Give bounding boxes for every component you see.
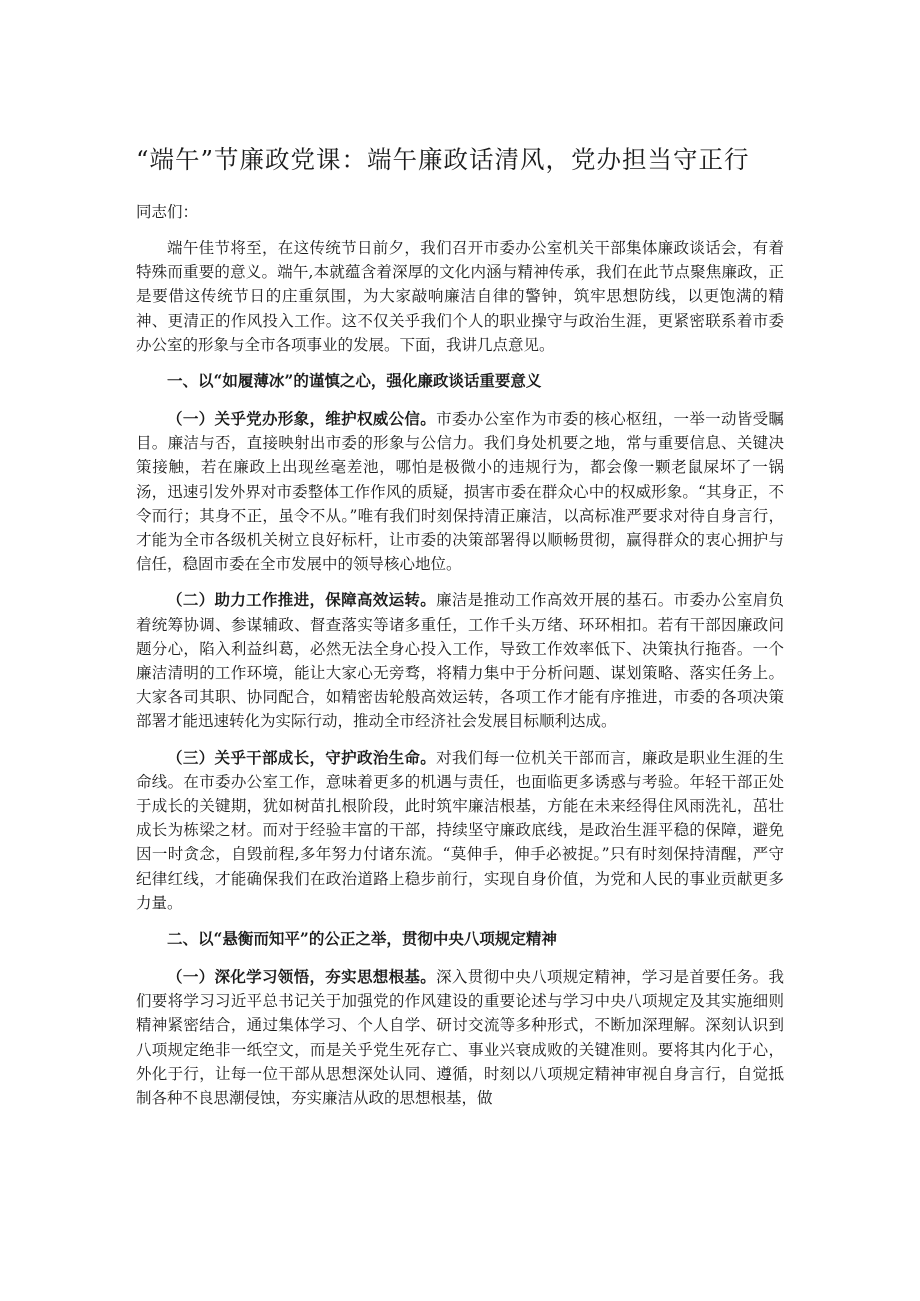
section1-item-1: [136, 407, 784, 576]
section-heading-1: 一、以“如履薄冰”的谨慎之心，强化廉政谈话重要意义: [167, 371, 542, 391]
section1-item-2: [136, 588, 784, 733]
intro-paragraph: 端午佳节将至，在这传统节日前夕，我们召开市委办公室机关干部集体廉政谈话会，有着特殊而重要的意义。端午,本就蕴含着深厚的文化内涵与精神传承，我们在此节点聚焦廉政，正是要借这传统节日的庄重氛围，为大家敲响廉洁自律的警钟，筑牢思想防线，以更饱满的精神、更清正的作风投入工作。这不仅关乎我们个人的职业操守与政治生涯，更紧密联系着市委办公室的形象与全市各项事业的发展。下面，我讲几点意见。: [136, 239, 784, 354]
document-title: “端午”节廉政党课：端午廉政话清风，党办担当守正行: [136, 145, 750, 174]
item-text: 对我们每一位机关干部而言，廉政是职业生涯的生命线。在市委办公室工作，意味着更多的机遇与责任，也面临更多诱惑与考验。年轻干部正处于成长的关键期，犹如树苗扎根阶段，此时筑牢廉洁根基，方能在未来经得住风雨洗礼，茁壮成长为栋梁之材。而对于经验丰富的干部，持续坚守廉政底线，是政治生涯平稳的保障，避免因一时贪念，自毁前程,多年努力付诸东流。“莫伸手，伸手必被捉。”只有时刻保持清醒，严守纪律红线，才能确保我们在政治道路上稳步前行，实现自身价值，为党和人民的事业贡献更多力量。: [136, 748, 784, 912]
greeting: 同志们：: [136, 203, 199, 221]
section-heading-2: 二、以“悬衡而知平”的公正之举，贯彻中央八项规定精神: [167, 929, 557, 949]
document-page: [136, 138, 784, 1122]
item-lead: （一）深化学习领悟，夯实思想根基。: [167, 967, 437, 987]
item-lead: （一）关乎党办形象，维护权威公信。: [167, 409, 437, 429]
item-lead: （二）助力工作推进，保障高效运转。: [167, 590, 437, 610]
item-text: 廉洁是推动工作高效开展的基石。市委办公室肩负着统筹协调、参谋辅政、督查落实等诸多重任，工作千头万绪、环环相扣。若有干部因廉政问题分心，陷入利益纠葛，必然无法全身心投入工作，导致工作效率低下、决策执行拖沓。一个廉洁清明的工作环境，能让大家心无旁骛，将精力集中于分析问题、谋划策略、落实任务上。大家各司其职、协同配合，如精密齿轮般高效运转，各项工作才能有序推进，市委的各项决策部署才能迅速转化为实际行动，推动全市经济社会发展目标顺利达成。: [136, 591, 784, 731]
item-text: 深入贯彻中央八项规定精神，学习是首要任务。我们要将学习习近平总书记关于加强党的作风建设的重要论述与学习中央八项规定及其实施细则精神紧密结合，通过集体学习、个人自学、研讨交流等多种形式，不断加深理解。深刻认识到八项规定绝非一纸空文，而是关乎党生死存亡、事业兴衰成败的关键准则。要将其内化于心，外化于行，让每一位干部从思想深处认同、遵循，时刻以八项规定精神审视自身言行，自觉抵制各种不良思潮侵蚀，夯实廉洁从政的思想根基，做: [136, 968, 784, 1108]
section1-item-3: [136, 746, 784, 915]
item-lead: （三）关乎干部成长，守护政治生命。: [167, 747, 437, 767]
item-text: 市委办公室作为市委的核心枢纽，一举一动皆受瞩目。廉洁与否，直接映射出市委的形象与公信力。我们身处机要之地，常与重要信息、关键决策接触，若在廉政上出现丝毫差池，哪怕是极微小的违规行为，都会像一颗老鼠屎坏了一锅汤，迅速引发外界对市委整体工作作风的质疑，损害市委在群众心中的权威形象。“其身正，不令而行；其身不正，虽令不从。”唯有我们时刻保持清正廉洁，以高标准严要求对待自身言行，才能为全市各级机关树立良好标杆，让市委的决策部署得以顺畅贯彻，赢得群众的衷心拥护与信任，稳固市委在全市发展中的领导核心地位。: [136, 410, 784, 574]
section2-item-1: [136, 965, 784, 1110]
